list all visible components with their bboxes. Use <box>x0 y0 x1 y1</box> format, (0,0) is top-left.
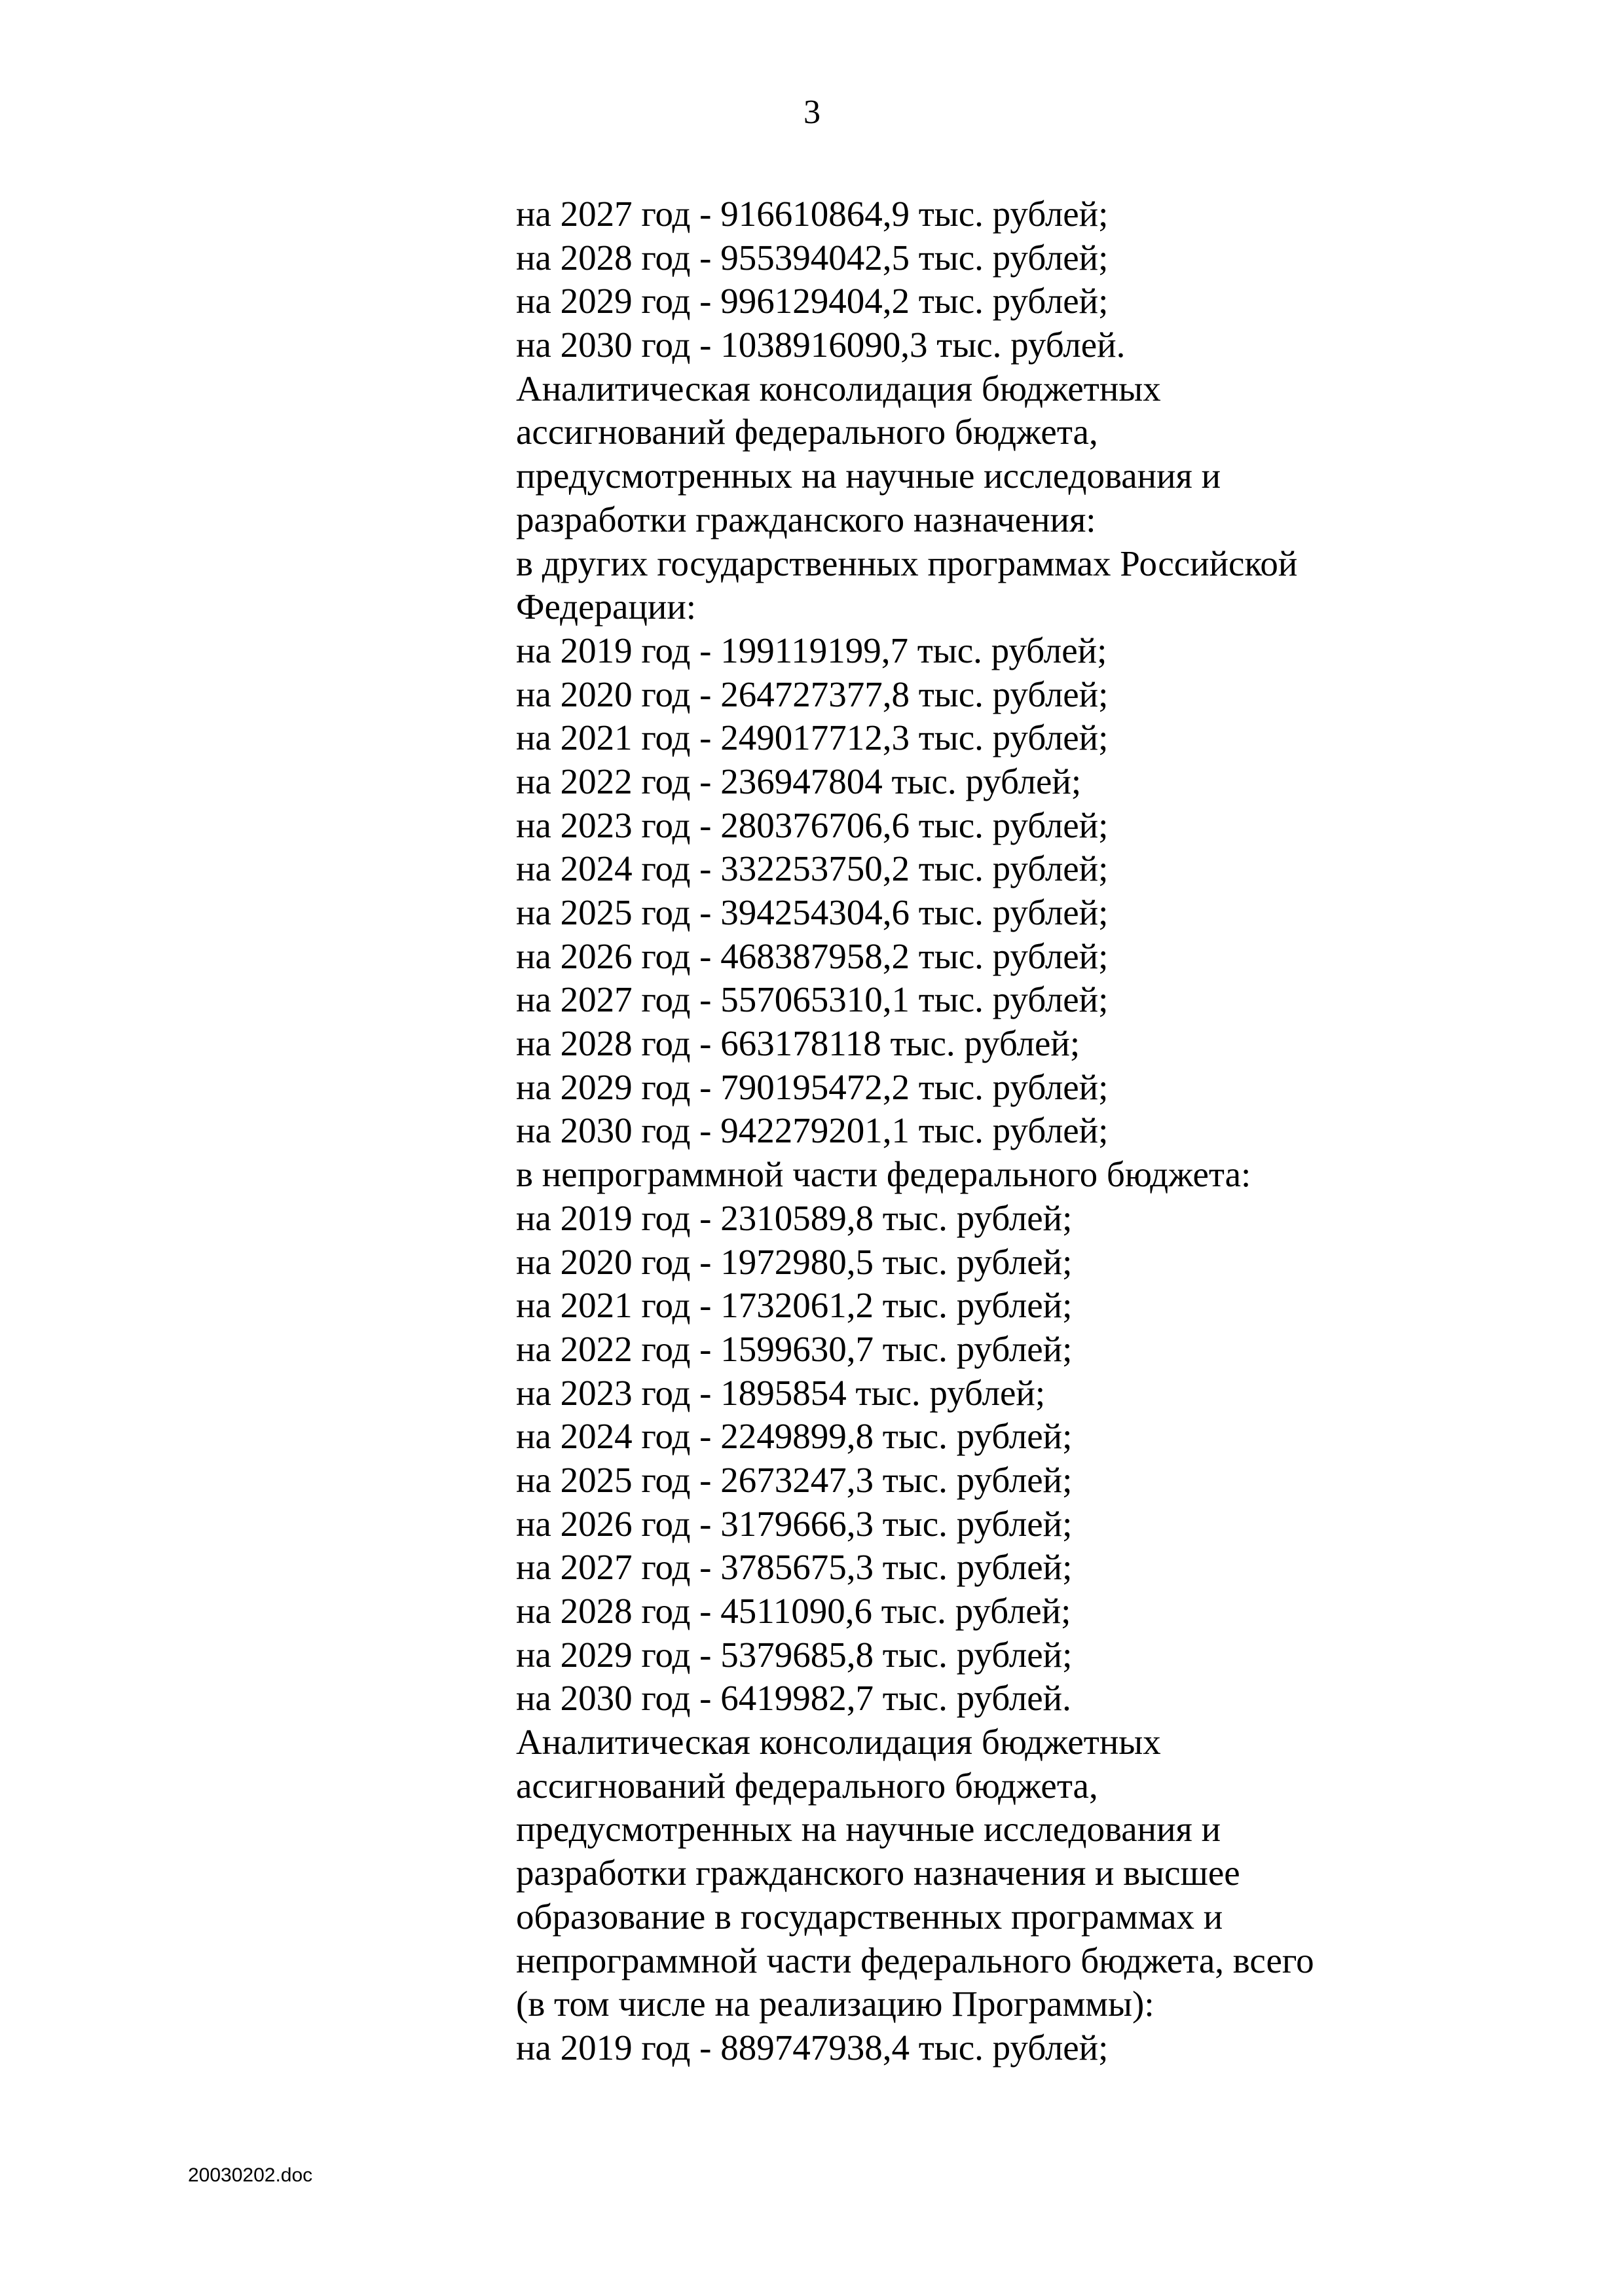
text-line: предусмотренных на научные исследования и <box>516 1809 1221 1850</box>
text-line: на 2030 год - 1038916090,3 тыс. рублей. <box>516 325 1126 365</box>
text-line: на 2019 год - 199119199,7 тыс. рублей; <box>516 630 1107 670</box>
text-line: на 2028 год - 663178118 тыс. рублей; <box>516 1023 1080 1064</box>
text-line: на 2028 год - 955394042,5 тыс. рублей; <box>516 237 1109 278</box>
text-line: на 2025 год - 394254304,6 тыс. рублей; <box>516 892 1109 932</box>
text-line: Аналитическая консолидация бюджетных <box>516 1722 1161 1762</box>
text-line: на 2023 год - 1895854 тыс. рублей; <box>516 1372 1046 1413</box>
text-line: в непрограммной части федерального бюджета: <box>516 1154 1251 1195</box>
text-line: на 2029 год - 5379685,8 тыс. рублей; <box>516 1634 1073 1675</box>
footer-filename: 20030202.doc <box>188 2164 313 2186</box>
text-line: на 2022 год - 1599630,7 тыс. рублей; <box>516 1328 1073 1369</box>
text-line: на 2019 год - 889747938,4 тыс. рублей; <box>516 2027 1109 2068</box>
text-line: на 2028 год - 4511090,6 тыс. рублей; <box>516 1591 1071 1631</box>
text-line: на 2022 год - 236947804 тыс. рублей; <box>516 761 1082 801</box>
text-line: (в том числе на реализацию Программы): <box>516 1984 1154 2024</box>
text-line: в других государственных программах Российской <box>516 543 1298 583</box>
text-line: на 2021 год - 249017712,3 тыс. рублей; <box>516 718 1109 758</box>
text-line: Аналитическая консолидация бюджетных <box>516 368 1161 409</box>
text-line: разработки гражданского назначения: <box>516 499 1096 539</box>
text-line: разработки гражданского назначения и высшее <box>516 1853 1240 1893</box>
text-line: на 2030 год - 942279201,1 тыс. рублей; <box>516 1110 1109 1151</box>
text-line: на 2026 год - 3179666,3 тыс. рублей; <box>516 1503 1073 1544</box>
text-line: на 2020 год - 264727377,8 тыс. рублей; <box>516 674 1109 714</box>
text-line: на 2019 год - 2310589,8 тыс. рублей; <box>516 1197 1073 1238</box>
text-line: на 2027 год - 557065310,1 тыс. рублей; <box>516 979 1109 1020</box>
text-line: на 2026 год - 468387958,2 тыс. рублей; <box>516 936 1109 976</box>
text-line: ассигнований федерального бюджета, <box>516 1765 1098 1806</box>
text-line: на 2024 год - 2249899,8 тыс. рублей; <box>516 1416 1073 1457</box>
text-line: на 2029 год - 996129404,2 тыс. рублей; <box>516 281 1109 321</box>
document-body <box>516 192 1387 2070</box>
page-number: 3 <box>803 94 821 131</box>
text-line: на 2025 год - 2673247,3 тыс. рублей; <box>516 1459 1073 1500</box>
text-line: Федерации: <box>516 587 697 627</box>
text-line: на 2030 год - 6419982,7 тыс. рублей. <box>516 1678 1071 1719</box>
text-line: образование в государственных программах и <box>516 1896 1223 1937</box>
text-line: непрограммной части федерального бюджета, всего <box>516 1940 1314 1980</box>
text-line: на 2027 год - 916610864,9 тыс. рублей; <box>516 194 1109 234</box>
text-line: на 2021 год - 1732061,2 тыс. рублей; <box>516 1285 1073 1326</box>
text-line: на 2029 год - 790195472,2 тыс. рублей; <box>516 1066 1109 1107</box>
text-line: на 2027 год - 3785675,3 тыс. рублей; <box>516 1547 1073 1588</box>
text-line: предусмотренных на научные исследования и <box>516 456 1221 496</box>
text-line: ассигнований федерального бюджета, <box>516 412 1098 452</box>
text-line: на 2020 год - 1972980,5 тыс. рублей; <box>516 1241 1073 1282</box>
text-line: на 2023 год - 280376706,6 тыс. рублей; <box>516 805 1109 845</box>
text-line: на 2024 год - 332253750,2 тыс. рублей; <box>516 848 1109 889</box>
